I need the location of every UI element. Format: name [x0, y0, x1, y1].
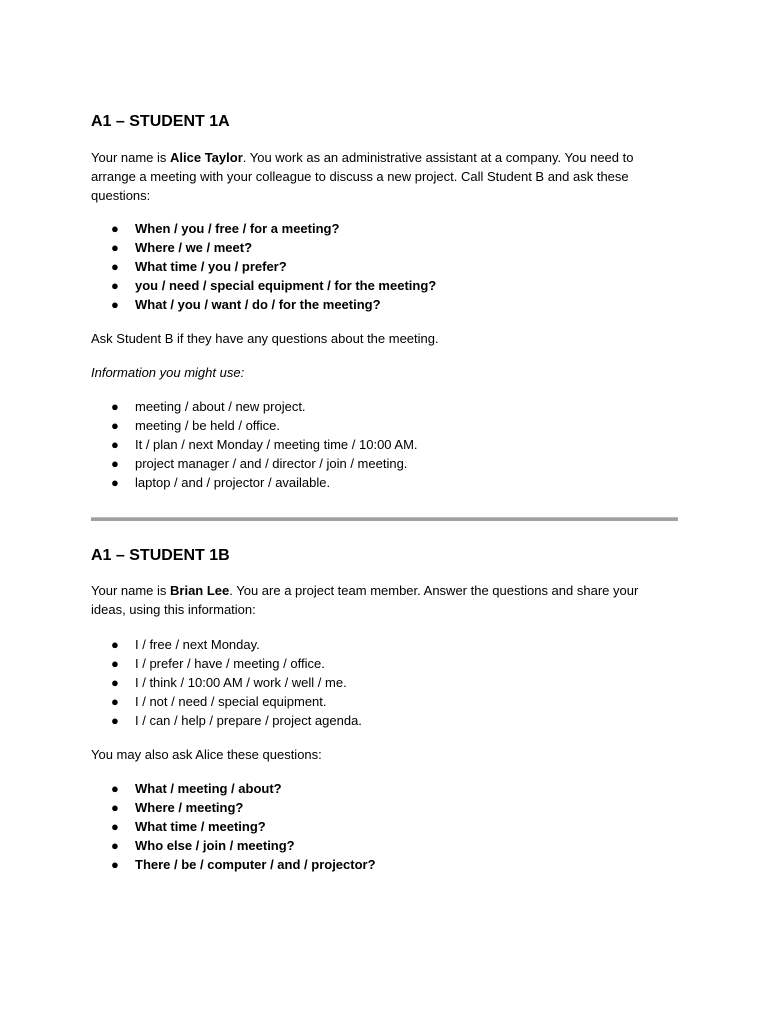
section-b-question-list: [91, 779, 691, 874]
list-item: ● laptop / and / projector / available.: [111, 475, 331, 490]
student-name: Alice Taylor: [170, 150, 243, 165]
list-item: ● What / meeting / about?: [111, 781, 282, 796]
bullet-icon: ●: [111, 240, 119, 255]
section-a-title: A1 – STUDENT 1A: [91, 113, 230, 130]
bullet-icon: ●: [111, 637, 119, 652]
section-a-info-list: [91, 397, 691, 492]
list-item: ● There / be / computer / and / projector?: [111, 857, 376, 872]
bullet-icon: ●: [111, 838, 119, 853]
student-name: Brian Lee: [170, 583, 230, 598]
list-item: ● you / need / special equipment / for the meeting?: [111, 278, 437, 293]
bullet-icon: ●: [111, 399, 119, 414]
list-item: ● What time / you / prefer?: [111, 259, 287, 274]
bullet-icon: ●: [111, 456, 119, 471]
list-item: ● I / not / need / special equipment.: [111, 694, 327, 709]
list-item: ● What time / meeting?: [111, 819, 266, 834]
section-divider: [91, 517, 678, 521]
list-item: ● I / think / 10:00 AM / work / well / me.: [111, 675, 347, 690]
bullet-icon: ●: [111, 475, 119, 490]
list-item: ● When / you / free / for a meeting?: [111, 221, 340, 236]
list-item: ● It / plan / next Monday / meeting time / 10:00 AM.: [111, 437, 418, 452]
bullet-icon: ●: [111, 278, 119, 293]
list-item: ● What / you / want / do / for the meeting?: [111, 297, 381, 312]
section-b-ask-text: You may also ask Alice these questions:: [91, 747, 322, 762]
list-item: ● project manager / and / director / join / meeting.: [111, 456, 408, 471]
list-item: ● I / free / next Monday.: [111, 637, 260, 652]
list-item: ● Who else / join / meeting?: [111, 838, 295, 853]
bullet-icon: ●: [111, 437, 119, 452]
list-item: ● Where / meeting?: [111, 800, 244, 815]
bullet-icon: ●: [111, 259, 119, 274]
bullet-icon: ●: [111, 857, 119, 872]
list-item: ● I / can / help / prepare / project agenda.: [111, 713, 362, 728]
bullet-icon: ●: [111, 819, 119, 834]
bullet-icon: ●: [111, 221, 119, 236]
section-a-question-list: [91, 219, 691, 314]
bullet-icon: ●: [111, 800, 119, 815]
section-b-info-list: [91, 635, 691, 730]
section-b-title: A1 – STUDENT 1B: [91, 547, 230, 564]
bullet-icon: ●: [111, 675, 119, 690]
section-a-info-heading: Information you might use:: [91, 365, 245, 380]
list-item: ● meeting / about / new project.: [111, 399, 306, 414]
section-a-intro: Your name is Alice Taylor. You work as an administrative assistant at a company. You need to arrange a meeting with your colleague to discuss a new project. Call Student B and ask these questions:: [91, 150, 634, 203]
bullet-icon: ●: [111, 418, 119, 433]
list-item: ● meeting / be held / office.: [111, 418, 281, 433]
section-b-intro: Your name is Brian Lee. You are a project team member. Answer the questions and share your ideas, using this information:: [91, 583, 639, 617]
bullet-icon: ●: [111, 694, 119, 709]
bullet-icon: ●: [111, 656, 119, 671]
bullet-icon: ●: [111, 297, 119, 312]
bullet-icon: ●: [111, 713, 119, 728]
bullet-icon: ●: [111, 781, 119, 796]
section-a-ask-text: Ask Student B if they have any questions about the meeting.: [91, 331, 439, 346]
list-item: ● Where / we / meet?: [111, 240, 253, 255]
list-item: ● I / prefer / have / meeting / office.: [111, 656, 325, 671]
